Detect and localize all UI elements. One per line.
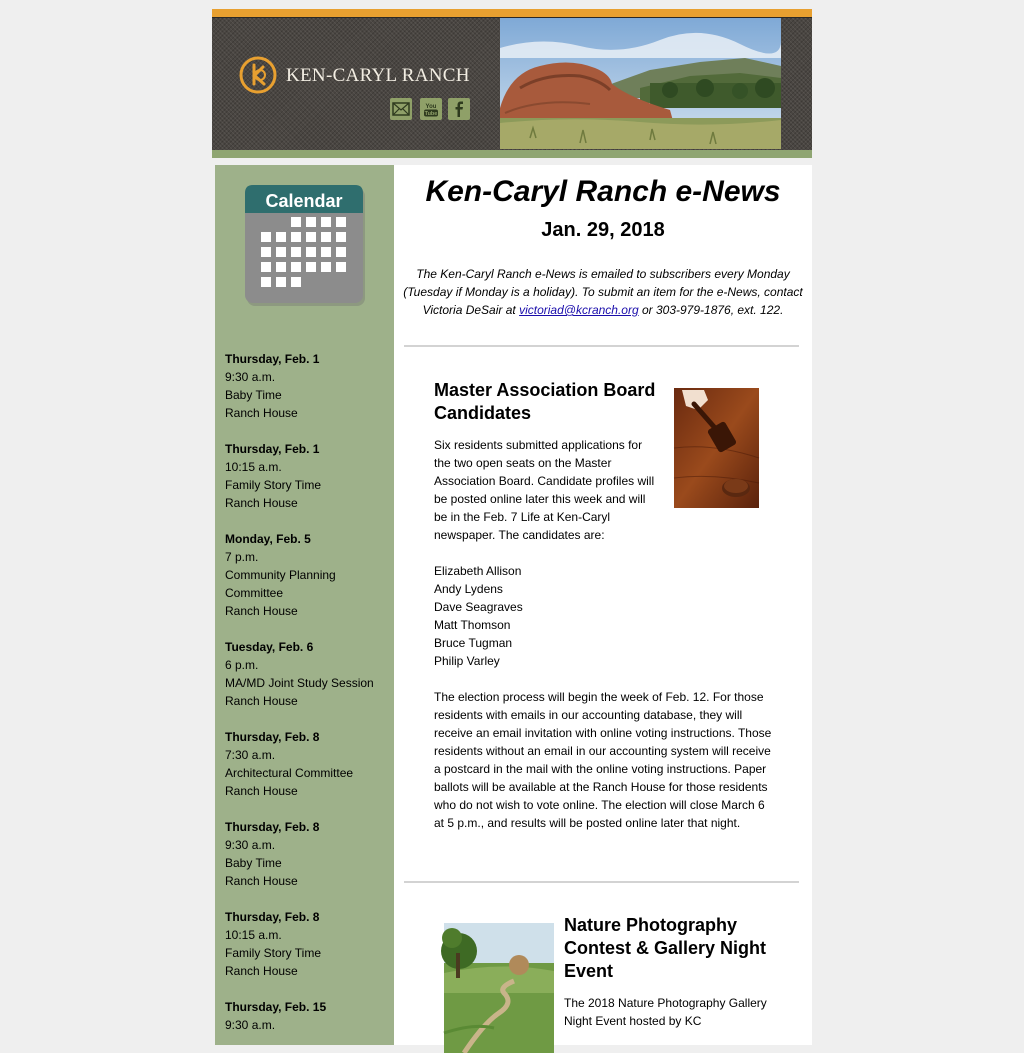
candidate-name: Andy Lydens	[434, 582, 503, 596]
candidate-name: Bruce Tugman	[434, 636, 513, 650]
calendar-day-cell	[261, 262, 271, 272]
event-title: Architectural Committee	[225, 766, 354, 780]
calendar-event	[225, 440, 390, 512]
main-content	[394, 165, 812, 1045]
event-location: Ranch House	[225, 784, 298, 798]
event-time: 9:30 a.m.	[225, 370, 276, 384]
calendar-day-cell	[276, 247, 286, 257]
event-date: Thursday, Feb. 15	[225, 1000, 327, 1014]
calendar-day-cell	[291, 217, 301, 227]
divider	[404, 345, 799, 347]
calendar-day-cell	[261, 232, 271, 242]
article-body: The 2018 Nature Photography Gallery Night Event hosted by KC	[564, 996, 767, 1028]
red-rocks-landscape-photo	[500, 18, 781, 149]
calendar-day-cell	[321, 217, 331, 227]
brand-name[interactable]: KEN-CARYL RANCH	[286, 65, 470, 86]
candidate-name: Philip Varley	[434, 654, 500, 668]
event-location: Ranch House	[225, 874, 298, 888]
event-time: 7:30 a.m.	[225, 748, 276, 762]
event-title: Community Planning Committee	[225, 568, 336, 600]
candidate-name: Elizabeth Allison	[434, 564, 522, 578]
event-location: Ranch House	[225, 604, 298, 618]
facebook-icon[interactable]	[448, 98, 470, 120]
event-list	[225, 350, 390, 1052]
green-accent-bar	[212, 150, 812, 158]
event-time: 9:30 a.m.	[225, 1018, 276, 1032]
calendar-day-cell	[261, 277, 271, 287]
calendar-event	[225, 728, 390, 800]
event-location: Ranch House	[225, 694, 298, 708]
header-banner	[212, 17, 812, 152]
intro-text-after: or 303-979-1876, ext. 122.	[638, 303, 784, 317]
event-date: Thursday, Feb. 1	[225, 442, 320, 456]
article-body: Six residents submitted applications for the two open seats on the Master Association Board. Candidate profiles will be posted online later this week and will be in the Feb. 7 Life at Ken-Caryl newspaper. The candidates are:	[434, 438, 655, 542]
event-time: 6 p.m.	[225, 658, 259, 672]
calendar-day-cell	[336, 262, 346, 272]
divider	[404, 881, 799, 883]
calendar-day-cell	[291, 247, 301, 257]
event-location: Ranch House	[225, 964, 298, 978]
calendar-day-cell	[291, 262, 301, 272]
calendar-event	[225, 638, 390, 710]
calendar-day-cell	[321, 262, 331, 272]
calendar-day-cell	[291, 277, 301, 287]
calendar-day-cell	[276, 277, 286, 287]
event-date: Thursday, Feb. 8	[225, 820, 320, 834]
page-title: Ken-Caryl Ranch e-News	[425, 175, 781, 208]
event-title: Baby Time	[225, 856, 282, 870]
calendar-day-cell	[306, 217, 316, 227]
email-icon[interactable]	[390, 98, 412, 120]
nature-trail-photo	[444, 923, 554, 1053]
calendar-day-cell	[336, 232, 346, 242]
event-time: 9:30 a.m.	[225, 838, 276, 852]
calendar-event	[225, 908, 390, 980]
event-date: Thursday, Feb. 8	[225, 910, 320, 924]
calendar-day-cell	[306, 247, 316, 257]
calendar-day-cell	[306, 232, 316, 242]
intro-text-before: The Ken-Caryl Ranch e-News is emailed to subscribers every Monday (Tuesday if Monday is a holiday). To submit an item for the e-News, contact Victoria DeSair at	[403, 267, 803, 317]
article-body-continued: The election process will begin the week of Feb. 12. For those residents with emails in our accounting database, they will receive an email invitation with online voting instructions. Those residents without an email in our accounting system will receive a postcard in the mail with the online voting instructions. Paper ballots will be available at the Ranch House for those residents who do not wish to vote online. The election will close March 6 at 5 p.m., and results will be posted online later that night.	[434, 690, 772, 830]
calendar-label: Calendar	[265, 191, 343, 211]
calendar-day-cell	[276, 262, 286, 272]
newsletter	[212, 9, 812, 1032]
calendar-day-cell	[306, 262, 316, 272]
calendar-event	[225, 998, 390, 1034]
event-time: 7 p.m.	[225, 550, 259, 564]
calendar-day-cell	[291, 232, 301, 242]
article-title: Nature Photography Contest & Gallery Night Event	[564, 915, 767, 981]
calendar-day-cell	[321, 247, 331, 257]
calendar-day-cell	[321, 232, 331, 242]
gavel-photo	[674, 388, 759, 508]
svg-text:You: You	[425, 104, 437, 110]
event-title: MA/MD Joint Study Session	[225, 676, 374, 690]
top-accent-bar	[212, 9, 812, 17]
calendar-day-cell	[336, 247, 346, 257]
youtube-icon[interactable]	[420, 98, 442, 120]
calendar-day-cell	[276, 232, 286, 242]
candidate-name: Dave Seagraves	[434, 600, 523, 614]
calendar-sidebar	[215, 165, 394, 1045]
event-location: Ranch House	[225, 406, 298, 420]
event-date: Monday, Feb. 5	[225, 532, 311, 546]
event-date: Tuesday, Feb. 6	[225, 640, 314, 654]
event-time: 10:15 a.m.	[225, 460, 282, 474]
event-date: Thursday, Feb. 1	[225, 352, 320, 366]
event-location: Ranch House	[225, 496, 298, 510]
calendar-day-cell	[261, 247, 271, 257]
contact-email-link[interactable]: victoriad@kcranch.org	[519, 303, 639, 317]
calendar-event	[225, 818, 390, 890]
issue-date: Jan. 29, 2018	[541, 219, 665, 241]
intro-text	[400, 265, 806, 319]
event-title: Family Story Time	[225, 946, 322, 960]
candidate-name: Matt Thomson	[434, 618, 511, 632]
event-time: 10:15 a.m.	[225, 928, 282, 942]
event-date: Thursday, Feb. 8	[225, 730, 320, 744]
article-title: Master Association Board Candidates	[434, 380, 656, 423]
calendar-day-cell	[336, 217, 346, 227]
calendar-event	[225, 350, 390, 422]
calendar-event	[225, 530, 390, 620]
event-title: Family Story Time	[225, 478, 322, 492]
event-title: Baby Time	[225, 388, 282, 402]
ken-caryl-logo-icon[interactable]	[239, 56, 277, 94]
svg-text:Tube: Tube	[424, 111, 438, 117]
candidate-list	[434, 562, 664, 670]
calendar-icon[interactable]	[245, 185, 365, 305]
